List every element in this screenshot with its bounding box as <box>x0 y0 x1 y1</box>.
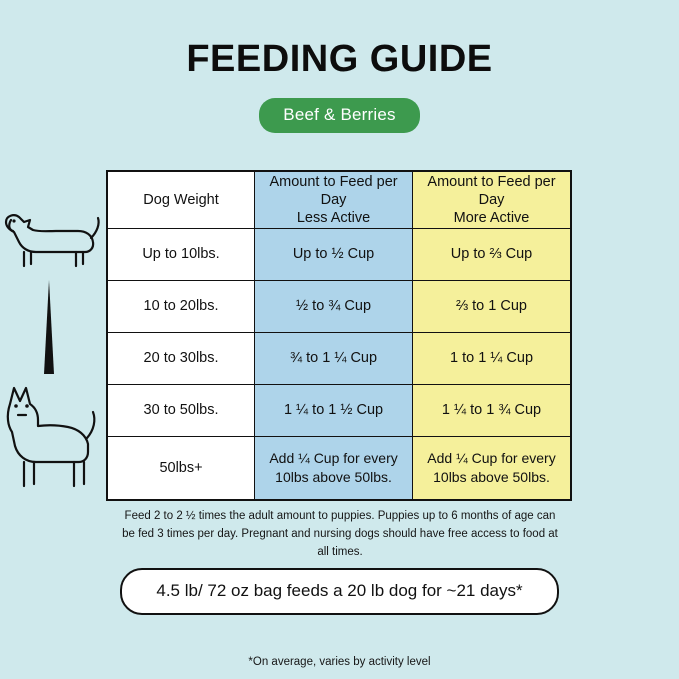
column-header-less-active-line2: Less Active <box>296 210 371 227</box>
height-wedge-icon <box>44 280 54 374</box>
column-header-more-active <box>413 171 571 229</box>
page-title: FEEDING GUIDE <box>186 38 493 80</box>
cell-more-active: 1 to 1 ¼ Cup <box>413 333 571 385</box>
table-row <box>107 385 571 437</box>
puppy-feeding-note: Feed 2 to 2 ½ times the adult amount to puppies. Puppies up to 6 months of age can be fed 3 times per day. Pregnant and nursing dogs should have free access to food at all times. <box>122 510 558 558</box>
feeding-table <box>106 170 572 501</box>
dog-illustration-svg <box>0 196 104 496</box>
cell-dog-weight: 30 to 50lbs. <box>107 385 255 437</box>
bag-claim-wrapper <box>0 568 679 615</box>
cell-more-active: Add ¼ Cup for every 10lbs above 50lbs. <box>413 437 571 501</box>
cell-less-active: ¾ to 1 ¼ Cup <box>255 333 413 385</box>
cell-dog-weight: 10 to 20lbs. <box>107 281 255 333</box>
flavor-badge: Beef & Berries <box>259 98 419 133</box>
flavor-badge-wrapper <box>0 98 679 133</box>
bag-claim-badge: 4.5 lb/ 72 oz bag feeds a 20 lb dog for ~21 days* <box>120 568 558 615</box>
cell-less-active: ½ to ¾ Cup <box>255 281 413 333</box>
cell-less-active: Add ¼ Cup for every 10lbs above 50lbs. <box>255 437 413 501</box>
column-header-less-active-line1: Amount to Feed per Day <box>269 173 398 208</box>
great-dane-icon <box>8 388 95 486</box>
table-row <box>107 229 571 281</box>
table-body <box>107 229 571 501</box>
cell-less-active: 1 ¼ to 1 ½ Cup <box>255 385 413 437</box>
disclaimer-text: *On average, varies by activity level <box>248 656 431 668</box>
cell-more-active: 1 ¼ to 1 ¾ Cup <box>413 385 571 437</box>
cell-more-active: Up to ⅔ Cup <box>413 229 571 281</box>
table-header-row <box>107 171 571 229</box>
table-row <box>107 437 571 501</box>
cell-dog-weight: 50lbs+ <box>107 437 255 501</box>
cell-dog-weight: Up to 10lbs. <box>107 229 255 281</box>
dachshund-icon <box>6 215 99 266</box>
cell-dog-weight: 20 to 30lbs. <box>107 333 255 385</box>
column-header-more-active-line1: Amount to Feed per Day <box>427 173 556 208</box>
column-header-dog-weight: Dog Weight <box>107 171 255 229</box>
table-row <box>107 281 571 333</box>
dog-size-illustration <box>0 196 104 496</box>
column-header-more-active-line2: More Active <box>453 210 530 227</box>
table-header <box>107 171 571 229</box>
cell-more-active: ⅔ to 1 Cup <box>413 281 571 333</box>
table-row <box>107 333 571 385</box>
cell-less-active: Up to ½ Cup <box>255 229 413 281</box>
column-header-less-active <box>255 171 413 229</box>
